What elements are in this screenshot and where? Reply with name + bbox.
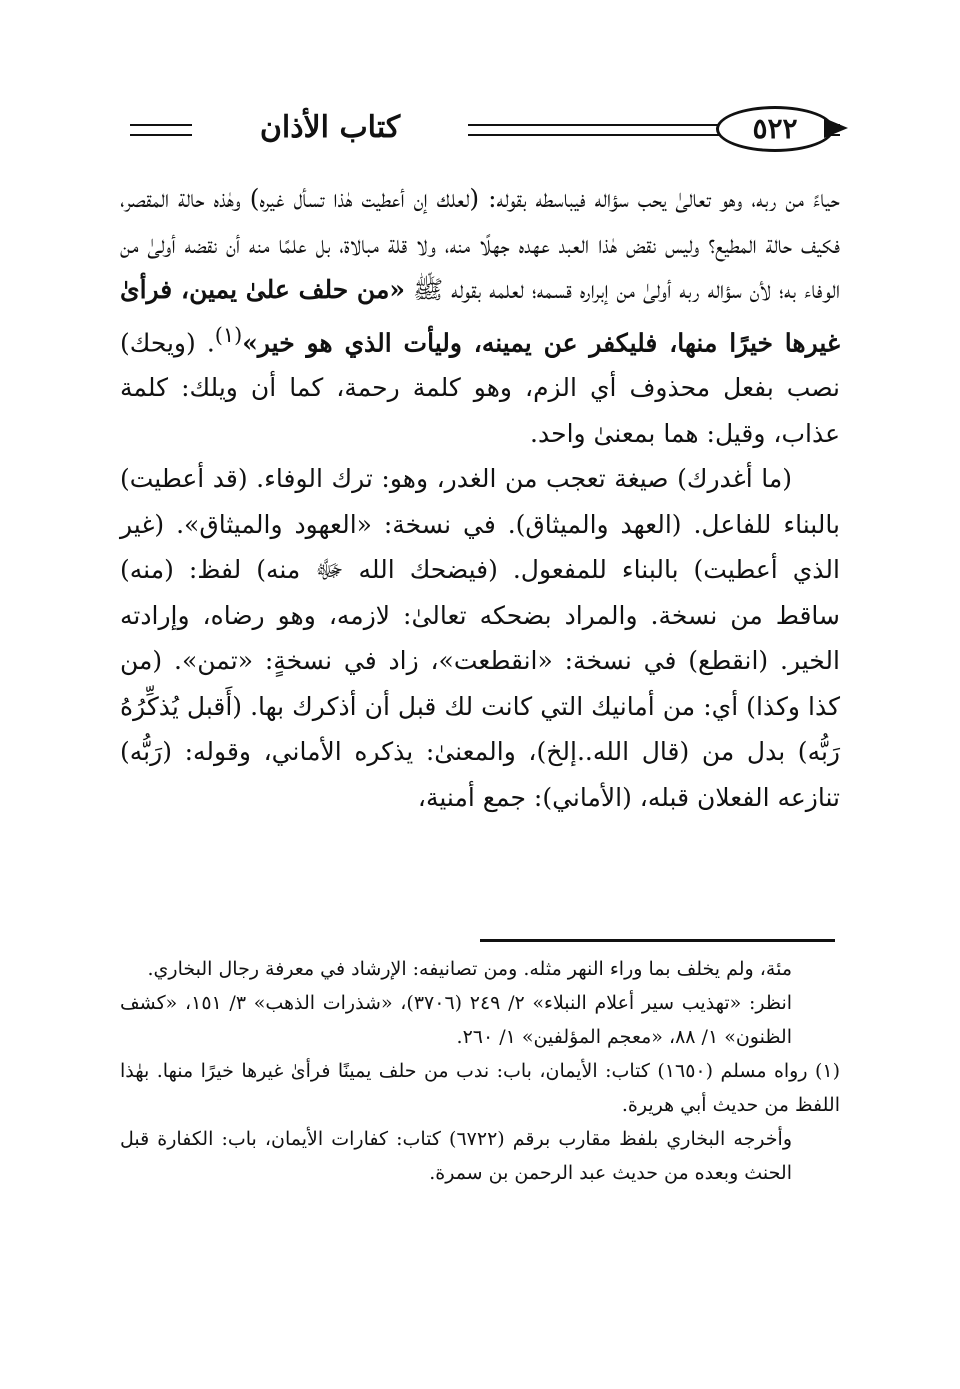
footnote-continued-2: انظر: «تهذيب سير أعلام النبلاء» ٢/ ٢٤٩ (٣٧٠٦)، «شذرات الذهب» ٣/ ١٥١، «كشف الظنون» ١/ ٨٨، «معجم المؤلفين» ١/ ٢٦٠.: [120, 992, 793, 1048]
footnote-separator: [480, 939, 835, 942]
paragraph-2: (ما أغدرك) صيغة تعجب من الغدر، وهو: ترك الوفاء. (قد أعطيت) بالبناء للفاعل. (العهد والميثاق). في نسخة: «العهود والميثاق». (غير الذي أعطيت) بالبناء للمفعول. (فيضحك الله ﷻ منه) لفظ: (منه) ساقط من نسخة. والمراد بضحكه تعالىٰ: لازمه، وهو رضاه، وإرادته الخير. (انقطع) في نسخة: «انقطعت»، زاد في نسخةٍ: «تمن». (من كذا وكذا) أي: من أمانيك التي كانت لك قبل أن أذكرك بها. (أَقبل يُذكِّرُهُ رَبُّه) بدل من (قال الله..إلخ)، والمعنىٰ: يذكره الأماني، وقوله: (رَبُّه) تنازعه الفعلان قبله، (الأماني): جمع أمنية،: [120, 464, 840, 812]
page-header: [120, 104, 840, 154]
header-rule-left: [130, 124, 192, 136]
footnote-continued-1: مئة، ولم يخلف بما وراء النهر مثله. ومن تصانيفه: الإرشاد في معرفة رجال البخاري.: [147, 958, 792, 980]
main-text: [120, 176, 840, 820]
paragraph-1-part-2: . (ويحك) نصب بفعل محذوف أي الزم، وهو كلمة رحمة، كما أن ويلك: كلمة عذاب، وقيل: هما بمعنىٰ واحد.: [120, 327, 840, 448]
badge-tail-ornament: [824, 118, 848, 138]
footnote-ref-1[interactable]: (١): [214, 322, 243, 347]
footnote-1: (١) رواه مسلم (١٦٥٠) كتاب: الأيمان، باب: ندب من حلف يمينًا فرأىٰ غيرها خيرًا منها. بهٰذا اللفظ من حديث أبي هريرة.: [120, 1060, 841, 1116]
running-title: كتاب الأذان: [259, 110, 401, 145]
hadith-quote: «من حلف علىٰ يمين، فرأىٰ غيرها خيرًا منها، فليكفر عن يمينه، وليأت الذي هو خير»: [120, 275, 840, 357]
paragraph-1: [120, 176, 840, 456]
footnote-1-continued: وأخرجه البخاري بلفظ مقارب برقم (٦٧٢٢) كتاب: كفارات الأيمان، باب: الكفارة قبل الحنث وبعده من حديث عبد الرحمن بن سمرة.: [120, 1128, 792, 1184]
page-number-badge: ٥٢٢: [716, 106, 834, 152]
paragraph-1-part-1: حياءً من ربه، وهو تعالىٰ يحب سؤاله فيباسطه بقوله: (لعلك إن أعطيت هٰذا تسأل غيره) وهٰذه حالة المقصر، فكيف حالة المطيع؟ وليس نقض هٰذا العبد عهده جهلًا منه، ولا قلة مبالاة، بل علمًا منه أن نقضه أولىٰ من الوفاء به؛ لأن سؤاله ربه أولىٰ من إبراره قسمه؛ لعلمه بقوله ﷺ: [120, 184, 840, 304]
footnotes: [120, 952, 840, 1190]
